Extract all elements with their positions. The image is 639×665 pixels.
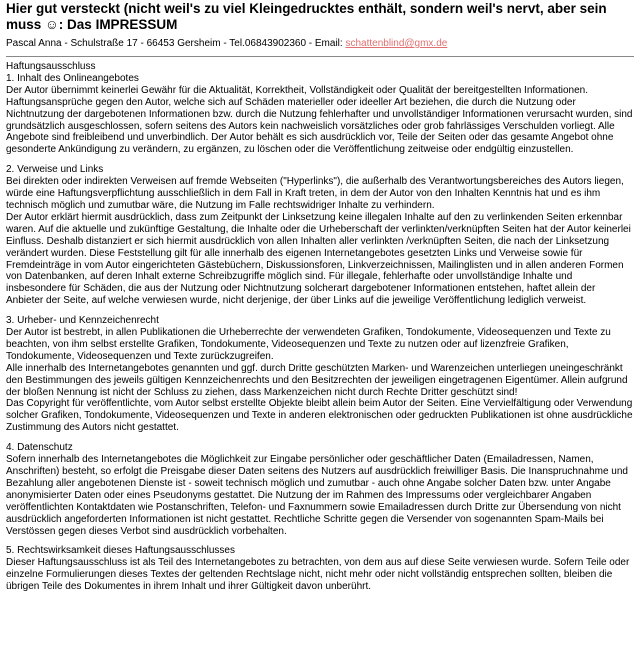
section-2-paragraph-2: Der Autor erklärt hiermit ausdrücklich, dass zum Zeitpunkt der Linksetzung keine illegalen Inhalte auf den zu verlinkenden Seiten erkennbar waren. Auf die aktuelle und zukünftige Gestaltung, die Inhalte oder die Urheberschaft der verlinkten/verknüpften Seiten hat der Autor keinerlei Einfluss. Deshalb distanziert er sich hiermit ausdrücklich von allen Inhalten aller verlinkten /verknüpften Seiten, die nach der Linksetzung verändert wurden. Diese Feststellung gilt für alle innerhalb des eigenen Internetangebotes gesetzten Links und Verweise sowie für Fremdeinträge in vom Autor eingerichteten Gästebüchern, Diskussionsforen, Linkverzeichnissen, Mailinglisten und in allen anderen Formen von Datenbanken, auf deren Inhalt externe Schreibzugriffe möglich sind. Für illegale, fehlerhafte oder unvollständige Inhalte und insbesondere für Schäden, die aus der Nutzung oder Nichtnutzung solcherart dargebotener Informationen entstehen, haftet allein der Anbieter der Seite, auf welche verwiesen wurde, nicht derjenige, der über Links auf die jeweilige Veröffentlichung lediglich verweist.: [6, 211, 631, 307]
section-3-paragraph-1: Der Autor ist bestrebt, in allen Publikationen die Urheberrechte der verwendeten Grafiken, Tondokumente, Videosequenzen und Texte zu beachten, von ihm selbst erstellte Grafiken, Tondokumente, Videosequenzen und Texte zu nutzen oder auf lizenzfreie Grafiken, Tondokumente, Videosequenzen und Texte zurückzugreifen.: [6, 327, 611, 362]
contact-address: Pascal Anna - Schulstraße 17 - 66453 Gersheim - Tel.06843902360 - Email:: [6, 38, 346, 49]
section-gap: [6, 307, 634, 315]
section-5-paragraph-1: Dieser Haftungsausschluss ist als Teil des Internetangebotes zu betrachten, von dem aus auf diese Seite verwiesen wurde. Sofern Teile oder einzelne Formulierungen dieses Textes der geltenden Rechtslage nicht, nicht mehr oder nicht vollständig entsprechen sollten, bleiben die übrigen Teile des Dokumentes in ihrem Inhalt und ihrer Gültigkeit davon unberührt.: [6, 557, 630, 593]
page-title: Hier gut versteckt (nicht weil's zu viel Kleingedrucktes enthält, sondern weil's nervt, aber sein muss ☺: Das IMPRESSUM: [6, 1, 607, 32]
divider: [6, 56, 634, 57]
section-gap: [6, 434, 634, 442]
section-gap: [6, 537, 634, 545]
section-4-paragraph-1: Sofern innerhalb des Internetangebotes die Möglichkeit zur Eingabe persönlicher oder geschäftlicher Daten (Emailadressen, Namen, Anschriften) besteht, so erfolgt die Preisgabe dieser Daten seitens des Nutzers auf ausdrücklich freiwilliger Basis. Die Inanspruchnahme und Bezahlung aller angebotenen Dienste ist - soweit technisch möglich und zumutbar - auch ohne Angabe solcher Daten bzw. unter Angabe anonymisierter Daten oder eines Pseudonyms gestattet. Die Nutzung der im Rahmen des Impressums oder vergleichbarer Angaben veröffentlichten Kontaktdaten wie Postanschriften, Telefon- und Faxnummern sowie Emailadressen durch Dritte zur Übersendung von nicht ausdrücklich angeforderten Informationen ist nicht gestattet. Rechtliche Schritte gegen die Versender von sogenannten Spam-Mails bei Verstössen gegen dieses Verbot sind ausdrücklich vorbehalten.: [6, 454, 628, 537]
section-gap: [6, 156, 634, 164]
section-3-paragraph-3: Das Copyright für veröffentlichte, vom Autor selbst erstellte Objekte bleibt allein beim Autor der Seiten. Eine Vervielfältigung oder Verwendung solcher Grafiken, Tondokumente, Videosequenzen und Texte in anderen elektronischen oder gedruckten Publikationen ist ohne ausdrückliche Zustimmung des Autors nicht gestattet.: [6, 398, 633, 434]
section-2-paragraph-1: Bei direkten oder indirekten Verweisen auf fremde Webseiten ("Hyperlinks"), die außerhalb des Verantwortungsbereiches des Autors liegen, würde eine Haftungsverpflichtung ausschließlich in dem Fall in Kraft treten, in dem der Autor von den Inhalten Kenntnis hat und es ihm technisch möglich und zumutbar wäre, die Nutzung im Falle rechtswidriger Inhalte zu verhindern.: [6, 176, 624, 211]
section-heading-1: 1. Inhalt des Onlineangebotes: [6, 72, 139, 84]
disclaimer-body: [6, 61, 634, 593]
email-link[interactable]: schattenblind@gmx.de: [345, 38, 448, 49]
section-1-paragraph-1: Der Autor übernimmt keinerlei Gewähr für die Aktualität, Korrektheit, Vollständigkeit oder Qualität der bereitgestellten Informationen. Haftungsansprüche gegen den Autor, welche sich auf Schäden materieller oder ideeller Art beziehen, die durch die Nutzung oder Nichtnutzung der dargebotenen Informationen bzw. durch die Nutzung fehlerhafter und unvollständiger Informationen verursacht wurden, sind grundsätzlich ausgeschlossen, sofern seitens des Autors kein nachweislich vorsätzliches oder grob fahrlässiges Verschulden vorliegt. Alle Angebote sind freibleibend und unverbindlich. Der Autor behält es sich ausdrücklich vor, Teile der Seiten oder das gesamte Angebot ohne gesonderte Ankündigung zu verändern, zu ergänzen, zu löschen oder die Veröffentlichung zeitweise oder endgültig einzustellen.: [6, 84, 633, 156]
contact-line: [6, 37, 634, 50]
section-heading-2: 2. Verweise und Links: [6, 164, 104, 176]
section-heading-5: 5. Rechtswirksamkeit dieses Haftungsausschlusses: [6, 545, 235, 557]
section-heading-4: 4. Datenschutz: [6, 442, 73, 454]
section-3-paragraph-2: Alle innerhalb des Internetangebotes genannten und ggf. durch Dritte geschützten Marken- und Warenzeichen unterliegen uneingeschränkt den Bestimmungen des jeweils gültigen Kennzeichenrechts und den Besitzrechten der jeweiligen eingetragenen Eigentümer. Allein aufgrund der bloßen Nennung ist nicht der Schluss zu ziehen, dass Markenzeichen nicht durch Rechte Dritter geschützt sind!: [6, 362, 628, 398]
section-heading-3: 3. Urheber- und Kennzeichenrecht: [6, 315, 159, 327]
document-title: Haftungsausschluss: [6, 61, 96, 72]
